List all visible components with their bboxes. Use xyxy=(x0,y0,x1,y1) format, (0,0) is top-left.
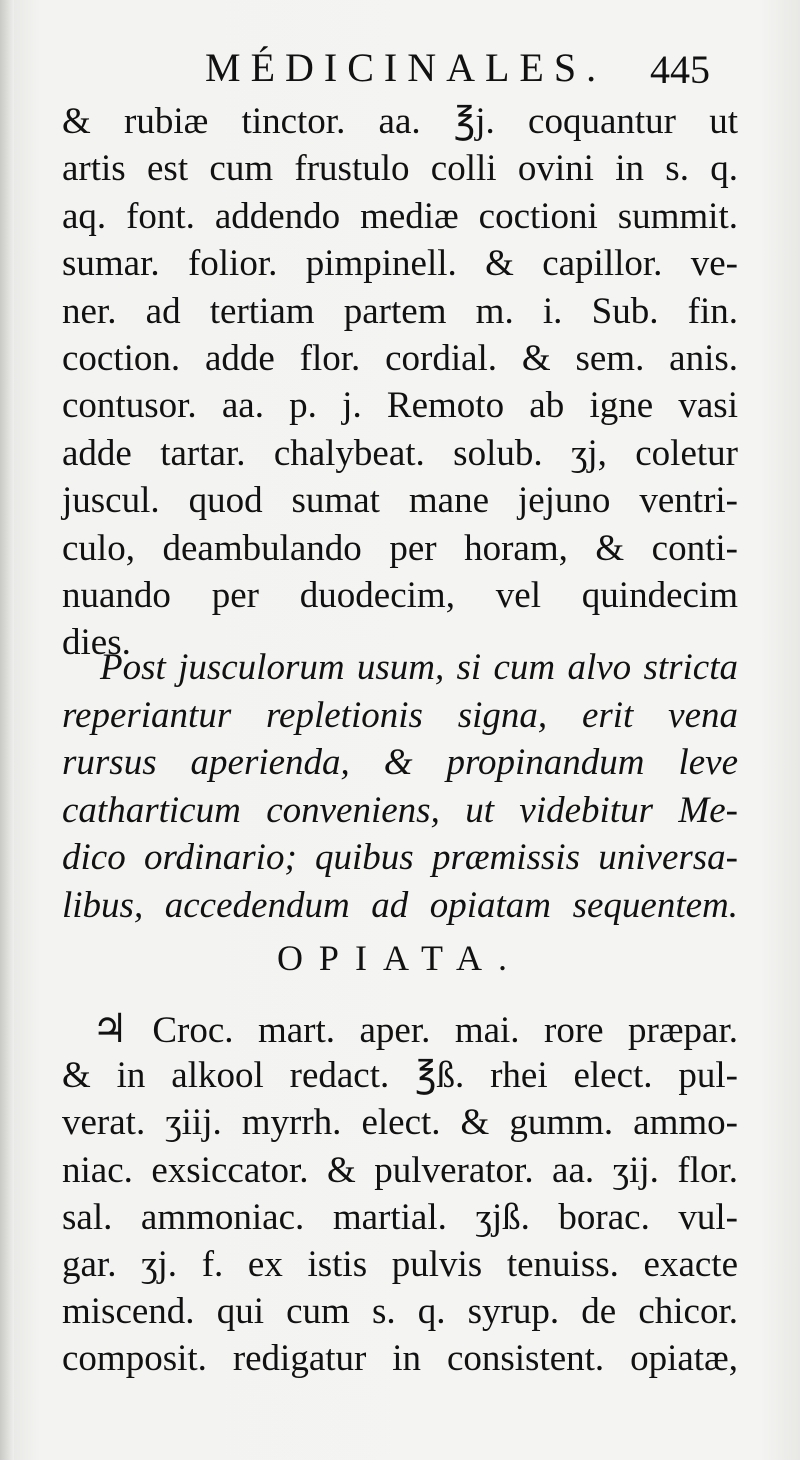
text-line: libus, accedendum ad opiatam sequentem. xyxy=(62,884,738,926)
text-line: sal. ammoniac. martial. ʒjß. borac. vul- xyxy=(62,1196,738,1238)
page-number: 445 xyxy=(650,47,710,92)
text-line: & rubiæ tinctor. aa. ℥j. coquantur ut xyxy=(62,101,738,142)
text-line: miscend. qui cum s. q. syrup. de chicor. xyxy=(62,1291,738,1333)
text-line: gar. ʒj. f. ex istis pulvis tenuiss. exacte xyxy=(62,1243,738,1285)
text-line: contusor. aa. p. j. Remoto ab igne vasi xyxy=(62,385,738,427)
section-title: OPIATA. xyxy=(276,938,524,978)
text-line: dico ordinario; quibus præmissis universa- xyxy=(62,837,738,879)
text-line xyxy=(62,1005,738,1052)
text-line: sumar. folior. pimpinell. & capillor. ve- xyxy=(62,243,738,285)
text-line: nuando per duodecim, vel quindecim xyxy=(62,574,738,616)
page-header xyxy=(0,44,800,94)
recipe-opiata xyxy=(62,1005,738,1383)
text-line: juscul. quod sumat mane jejuno ventri- xyxy=(62,480,738,522)
text-line: & in alkool redact. ℥ß. rhei elect. pul- xyxy=(62,1055,738,1097)
paragraph-italic-instructions xyxy=(62,644,738,930)
text-line: culo, deambulando per horam, & conti- xyxy=(62,527,738,569)
text-line: Post jusculorum usum, si cum alvo stricta xyxy=(100,647,738,688)
text-line: aq. font. addendo mediæ coctioni summit. xyxy=(62,195,738,237)
text-line: niac. exsiccator. & pulverator. aa. ʒij. flor. xyxy=(62,1149,738,1191)
text-line: verat. ʒiij. myrrh. elect. & gumm. ammo- xyxy=(62,1102,738,1144)
paragraph-recipe-continuation xyxy=(62,98,738,667)
text-line: adde tartar. chalybeat. solub. ʒj, coletur xyxy=(62,432,738,474)
running-head: MÉDICINALES. xyxy=(205,45,607,90)
recipe-symbol: ♃ xyxy=(92,1006,128,1051)
text-line: coction. adde flor. cordial. & sem. anis. xyxy=(62,337,738,379)
text-line: dies. xyxy=(62,622,131,664)
text-line: rursus aperienda, & propinandum leve xyxy=(62,742,738,784)
text-line: catharticum conveniens, ut videbitur Me- xyxy=(62,789,738,831)
text-line: ner. ad tertiam partem m. i. Sub. fin. xyxy=(62,290,738,332)
recipe-line-text: Croc. mart. aper. mai. rore præpar. xyxy=(152,1010,738,1051)
text-line: reperiantur repletionis signa, erit vena xyxy=(62,694,738,736)
page-gutter-shadow xyxy=(0,0,14,1460)
text-line: composit. redigatur in consistent. opiatæ, xyxy=(62,1338,738,1380)
text-line: artis est cum frustulo colli ovini in s. q. xyxy=(62,148,738,190)
